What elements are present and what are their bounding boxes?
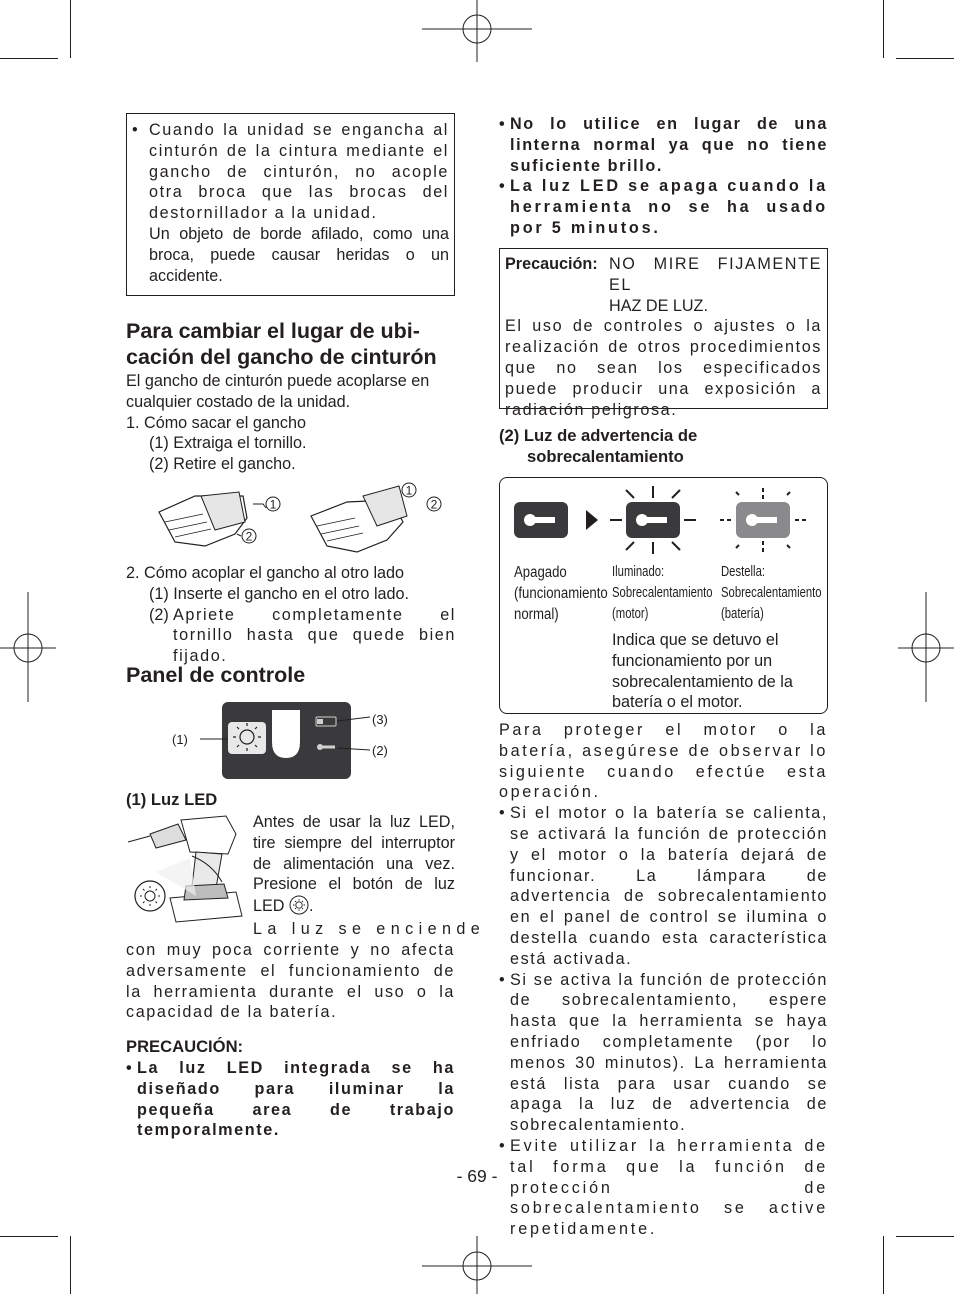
- caution-label: Precaución:: [505, 255, 598, 273]
- crop-mark: [0, 58, 58, 59]
- section-intro: El gancho de cinturón puede acoplarse en cualquier costado de la unidad.: [126, 372, 430, 411]
- section-title: Para cambiar el lugar de ubi- cación del gancho de cinturón: [126, 319, 437, 369]
- overheat-indicator-box: [499, 477, 828, 714]
- led-light-icon: [135, 881, 165, 911]
- belt-hook-removal-illustration: [155, 482, 455, 558]
- belt-hook-warning-box: [126, 113, 455, 296]
- page-number: - 69 -: [456, 1166, 498, 1186]
- caution-head-1: NO MIRE FIJAMENTE EL: [609, 255, 822, 294]
- caution-body: El uso de controles o ajustes o la realización de otros procedimientos que no sean los especificados puede producir una exposición a radiación peligrosa.: [505, 317, 822, 419]
- overheat-note: Indica que se detuvo el funcionamiento por un sobrecalentamiento de la batería o el motor.: [612, 631, 793, 712]
- panel-label-2: (2): [372, 743, 388, 758]
- step-2-a: (1) Inserte el gancho en el otro lado.: [149, 584, 410, 603]
- state-blink-label: Destella: Sobrecalentamiento (batería): [721, 564, 822, 622]
- belt-hook-section: [126, 318, 456, 475]
- power-switch: [272, 710, 300, 758]
- step-1-a: (1) Extraiga el tornillo.: [149, 434, 307, 453]
- overheat-bullet-2: • Si se activa la función de protección de sobrecalentamiento, espere hasta que la herramienta se haya enfriado completamente (por lo menos 30 minutos). La herramienta está lista para usar cuando se apaga la luz de advertencia de sobrecalentamiento.: [499, 970, 828, 1135]
- led-note-1: • No lo utilice en lugar de una linterna normal ya que no tiene suficiente brillo.: [499, 115, 828, 175]
- overheat-title: (2) Luz de advertencia de sobrecalentamiento: [499, 426, 698, 466]
- state-off-label: Apagado (funcionamiento normal): [514, 564, 608, 623]
- crop-mark: [70, 0, 71, 58]
- drill-led-illustration: [126, 812, 248, 924]
- crop-mark: [70, 1236, 71, 1294]
- warning-bullet: • Cuando la unidad se engancha al cinturón de la cintura mediante el gancho de cinturón, no acople otra broca que las brocas del destornillador a la unidad.: [132, 121, 449, 223]
- callout-1: 1: [405, 483, 413, 498]
- panel-label-1: (1): [172, 732, 188, 747]
- crop-mark: [883, 0, 884, 58]
- overheat-blink-icon: [720, 488, 806, 552]
- registration-mark: [898, 592, 954, 702]
- callout-2: 2: [430, 497, 438, 512]
- state-lit-label: Iluminado: Sobrecalentamiento (motor): [612, 564, 713, 622]
- control-panel-figure: [166, 700, 398, 782]
- led-note-2: • La luz LED se apaga cuando la herramienta no se ha usado por 5 minutos.: [499, 177, 828, 237]
- drill-body-icon: [311, 486, 407, 552]
- warning-bullet-continuation: Un objeto de borde afilado, como una broca, puede causar heridas o un accidente.: [149, 224, 449, 285]
- registration-mark: [422, 0, 532, 62]
- callout-2: 2: [245, 529, 253, 544]
- panel-title: Panel de controle: [126, 663, 306, 687]
- luz-led-text: Antes de usar la luz LED, tire siempre del interruptor de alimentación una vez. Presione el botón de luz LED .: [253, 813, 455, 916]
- crop-mark: [0, 1236, 58, 1237]
- luz-led-title: (1) Luz LED: [126, 790, 218, 809]
- caution-box: [499, 248, 828, 419]
- drill-body-icon: [159, 492, 247, 546]
- step-2: 2. Cómo acoplar el gancho al otro lado: [126, 564, 405, 582]
- callout-1: 1: [269, 497, 277, 512]
- overheat-bullet-3: • Evite utilizar la herramienta de tal forma que la función de protección de sobrecalentamiento se active repetidamente.: [499, 1136, 828, 1239]
- step-2-b: (2) Apriete completamente el tornillo hasta que quede bien fijado.: [149, 605, 456, 666]
- overheat-off-icon: [514, 502, 568, 538]
- overheat-bullet-1: • Si el motor o la batería se calienta, se activará la función de protección y el motor o la batería dejará de funcionar. La lámpara de advertencia de sobrecalentamiento en el panel de control se ilumina o destella cuando esta característica está activada.: [499, 804, 828, 968]
- overheat-lit-icon: [610, 486, 696, 554]
- precaucion-title: PRECAUCIÓN:: [126, 1037, 244, 1056]
- belt-hook-steps-2: [126, 563, 456, 667]
- panel-label-3: (3): [372, 712, 388, 727]
- registration-mark: [422, 1236, 532, 1294]
- luz-led-text-2: con muy poca corriente y no afecta adversamente el funcionamiento de la herramienta durante el uso o la capacidad de la batería.: [126, 941, 455, 1022]
- overheat-intro: Para proteger el motor o la batería, asegúrese de observar lo siguiente cuando efectúe esta operación.: [499, 721, 828, 802]
- crop-mark: [896, 58, 954, 59]
- precaucion-bullet: • La luz LED integrada se ha diseñado para iluminar la pequeña area de trabajo temporalmente.: [126, 1059, 455, 1140]
- led-notes: [499, 114, 828, 239]
- step-1: 1. Cómo sacar el gancho: [126, 413, 306, 432]
- luz-led-text-2a: La luz se enciende: [253, 920, 486, 938]
- arrow-right-icon: [586, 510, 598, 530]
- registration-mark: [0, 592, 56, 702]
- crop-mark: [896, 1236, 954, 1237]
- step-1-b: (2) Retire el gancho.: [149, 455, 296, 474]
- caution-head-2: HAZ DE LUZ.: [609, 296, 708, 315]
- crop-mark: [883, 1236, 884, 1294]
- overheat-instructions: [499, 720, 828, 1240]
- led-light-icon: [289, 895, 309, 915]
- overheat-states-figure: [500, 478, 828, 558]
